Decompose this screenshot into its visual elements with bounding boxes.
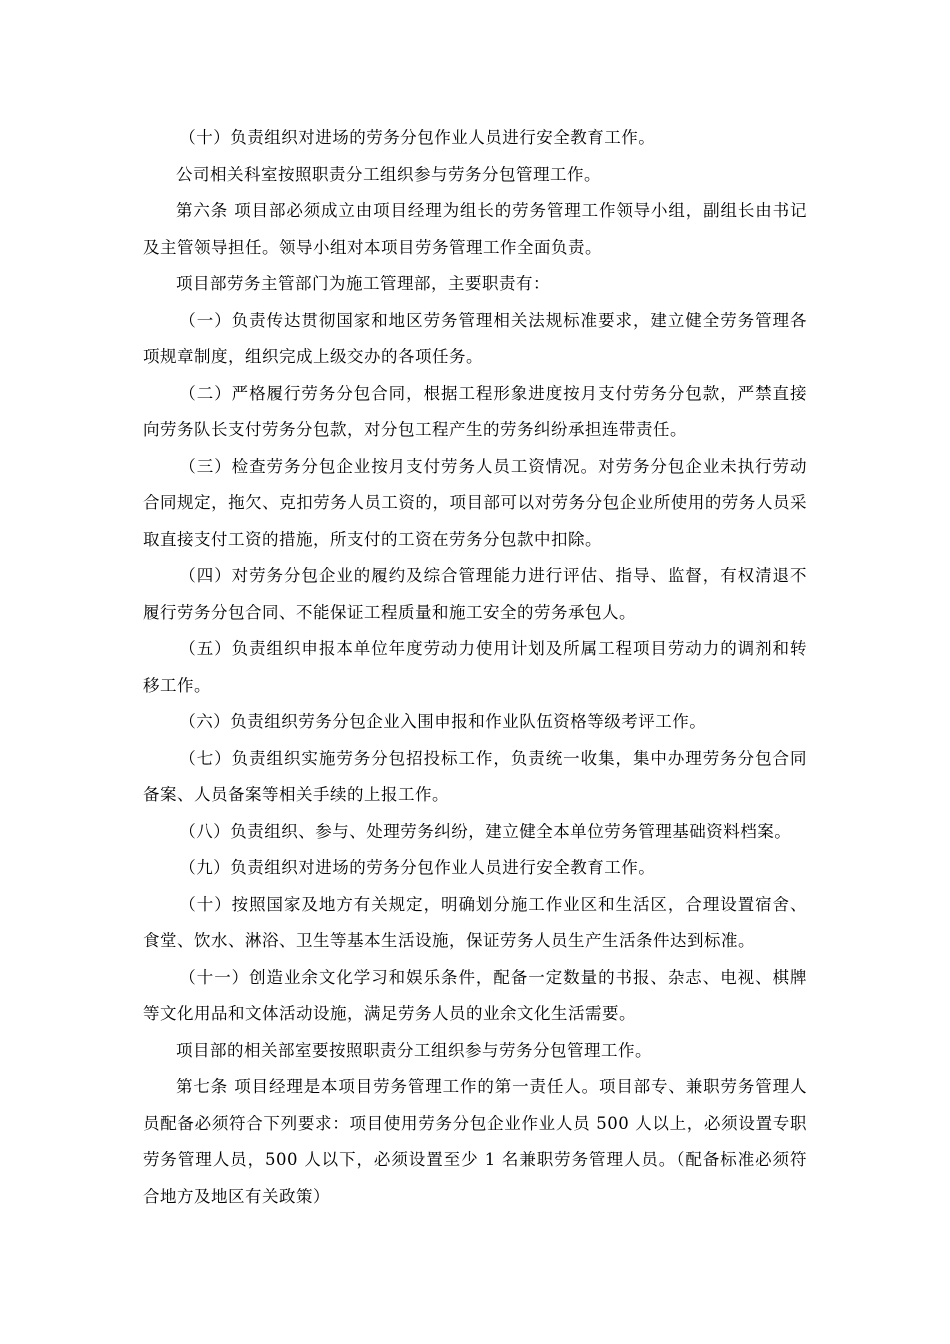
list-item: （八）负责组织、参与、处理劳务纠纷，建立健全本单位劳务管理基础资料档案。 (179, 821, 792, 841)
list-item: （九）负责组织对进场的劳务分包作业人员进行安全教育工作。 (179, 858, 656, 877)
paragraph: 公司相关科室按照职责分工组织参与劳务分包管理工作。 (176, 164, 601, 184)
article-seven-paragraph: 第七条 项目经理是本项目劳务管理工作的第一责任人。项目部专、兼职劳务管理人员配备必须符合下列要求：项目使用劳务分包企业作业人员 500 人以上，必须设置专职劳务管理人员，500 人以下，必须设置至少 1 名兼职劳务管理人员。（配备标准必须符合地方及地区有关政策） (143, 1077, 807, 1206)
list-item: （五）负责组织申报本单位年度劳动力使用计划及所属工程项目劳动力的调剂和转移工作。 (143, 639, 807, 695)
paragraph: 项目部的相关部室要按照职责分工组织参与劳务分包管理工作。 (176, 1040, 652, 1060)
list-item: （六）负责组织劳务分包企业入围申报和作业队伍资格等级考评工作。 (179, 712, 707, 731)
document-body (143, 120, 807, 1215)
paragraph: （十）负责组织对进场的劳务分包作业人员进行安全教育工作。 (179, 128, 656, 147)
list-item: （四）对劳务分包企业的履约及综合管理能力进行评估、指导、监督，有权清退不履行劳务分包合同、不能保证工程质量和施工安全的劳务承包人。 (143, 566, 807, 622)
list-item: （二）严格履行劳务分包合同，根据工程形象进度按月支付劳务分包款，严禁直接向劳务队长支付劳务分包款，对分包工程产生的劳务纠纷承担连带责任。 (143, 383, 807, 439)
list-item: （十一）创造业余文化学习和娱乐条件，配备一定数量的书报、杂志、电视、棋牌等文化用品和文体活动设施，满足劳务人员的业余文化生活需要。 (143, 967, 807, 1023)
paragraph: 项目部劳务主管部门为施工管理部，主要职责有： (176, 274, 550, 293)
list-item: （三）检查劳务分包企业按月支付劳务人员工资情况。对劳务分包企业未执行劳动合同规定，拖欠、克扣劳务人员工资的，项目部可以对劳务分包企业所使用的劳务人员采取直接支付工资的措施，所支付的工资在劳务分包款中扣除。 (143, 456, 807, 549)
list-item: （十）按照国家及地方有关规定，明确划分施工作业区和生活区，合理设置宿舍、食堂、饮水、淋浴、卫生等基本生活设施，保证劳务人员生产生活条件达到标准。 (143, 894, 807, 950)
list-item: （七）负责组织实施劳务分包招投标工作，负责统一收集，集中办理劳务分包合同备案、人员备案等相关手续的上报工作。 (143, 748, 807, 804)
article-six-paragraph: 第六条 项目部必须成立由项目经理为组长的劳务管理工作领导小组，副组长由书记及主管领导担任。领导小组对本项目劳务管理工作全面负责。 (143, 201, 807, 257)
list-item: （一）负责传达贯彻国家和地区劳务管理相关法规标准要求，建立健全劳务管理各项规章制度，组织完成上级交办的各项任务。 (143, 310, 807, 366)
